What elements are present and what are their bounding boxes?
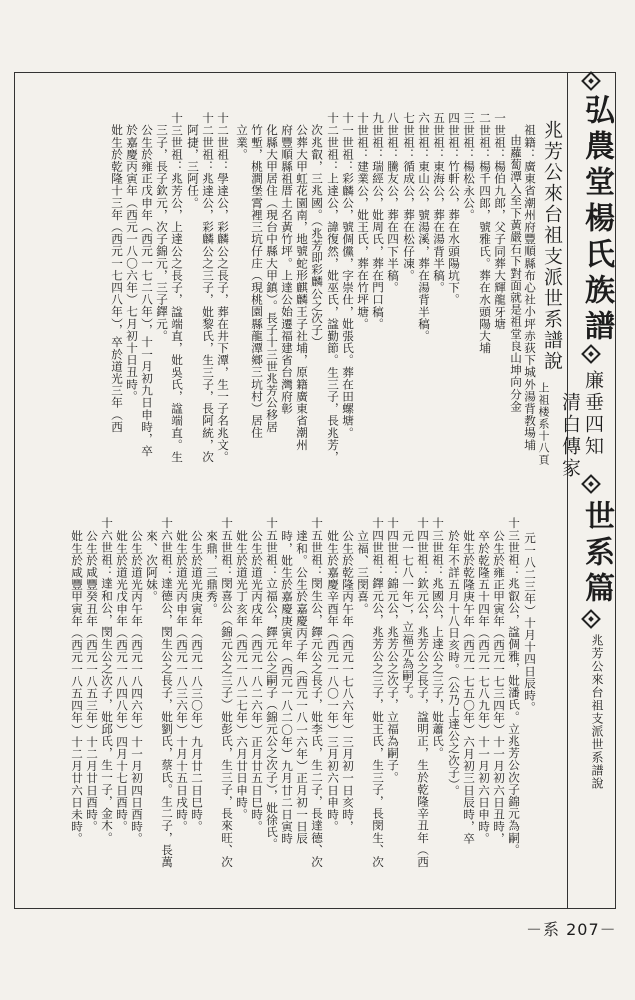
text-column: 公葬大甲虹花園南，地號蛇形麒麟王子社埔，原籍廣東省潮州 bbox=[295, 124, 309, 451]
text-column: 於嘉慶丙寅年（西元一八〇六年）七月初十日丑時。 bbox=[125, 124, 139, 403]
genealogy-page bbox=[14, 12, 622, 990]
text-column: 十六世祖：達和公，閔生公之次子，妣邱氏，生一子，金木。 bbox=[100, 517, 114, 844]
text-column: 元一七八一年），立福元為嗣子。 bbox=[401, 530, 415, 706]
text-column: 十四世祖：錦元公，兆芳公之次子，立福為嗣子。 bbox=[386, 517, 400, 784]
text-column: 元一八二三年）十月十四日辰時。 bbox=[523, 532, 537, 714]
text-column: 八世祖：騰友公，葬在四下半稿。 bbox=[386, 112, 400, 294]
text-column: 三子，長子欽元，次子錦元，三子鐸元。 bbox=[155, 124, 169, 342]
text-column: 妣生於咸豐甲寅年（西元一八五四年）十二月廿六日未時。 bbox=[70, 530, 84, 845]
text-column: 來鼎，三鼎秀。 bbox=[205, 530, 219, 615]
subtitle-left: 清白傳家 bbox=[559, 392, 581, 480]
text-column: 妣生於道光戊申年（西元一八四八年）四月十七日酉時。 bbox=[115, 530, 129, 833]
text-column: 九世祖：瑞經公，妣周氏，葬在門口稿。 bbox=[371, 112, 385, 330]
section-title: 兆芳公來台祖支派世系譜說 bbox=[541, 120, 563, 372]
text-column: 公生於雍正戊申年（西元一七二八年），十一月初九日申時，卒 bbox=[140, 124, 154, 457]
page-number: －系 207－ bbox=[526, 920, 617, 939]
text-column: 達和。公生於嘉慶丙子年（西元一八一六年）正月初一日辰 bbox=[295, 530, 309, 845]
text-column: 十二世祖：兆達公，彩麟公之三子，妣黎氏，生三子，長阿統，次 bbox=[201, 112, 215, 463]
main-title: 弘農堂楊氏族譜 bbox=[579, 94, 614, 346]
text-column: 二世祖：楊千四郎，號雅氏。葬在水頭陽大埔 bbox=[478, 112, 492, 354]
text-column: 七世祖：循成公，葬在松仔凍。 bbox=[402, 112, 416, 282]
text-column: 府豐順縣祖厝土名黃竹坪。上達公始遷福建省台灣府彰 bbox=[280, 124, 294, 415]
text-column: 十三世祖：兆國公，上達公之三子，妣蕭氏。 bbox=[431, 517, 445, 759]
text-column: 時，妣生於嘉慶庚寅年（西元一八二〇年）九月廿二日寅時 bbox=[280, 530, 294, 845]
text-column: 卒於乾隆五十四年（西元一七八九年）十一月初六日申時。 bbox=[477, 530, 491, 845]
text-column: 公生於雍正甲寅年（西元一七三四年）十一月初六日丑時， bbox=[492, 530, 506, 845]
text-column: 竹塹，桃澗堡霄裡三坑仔庄（現桃園縣龍潭鄉三坑村）居住 bbox=[250, 124, 264, 439]
text-column: 十三世祖：兆芳公，上達公之長子，諡端直，妣吳氏，諡端直。生 bbox=[170, 112, 184, 463]
text-column: 妣生於嘉慶辛酉年（西元一八〇一年）三月初六日申時。 bbox=[326, 530, 340, 833]
text-column: 五世祖：東海公，葬在湯背半稿。 bbox=[432, 112, 446, 294]
text-column: 十四世祖：鐸元公，兆芳公之三子，妣王氏，生三子，長閔生、次 bbox=[371, 517, 385, 868]
text-column: 立業。 bbox=[235, 124, 249, 161]
text-column: 祖籍：廣東省潮州府豐順縣布心社小坪赤荻下城外湯背教場埔 bbox=[523, 124, 537, 451]
category-title: 世系篇 bbox=[579, 500, 614, 608]
text-column: 阿捷，三阿任。 bbox=[186, 124, 200, 209]
text-column: 三世祖：楊松永公。 bbox=[462, 112, 476, 221]
text-column: 妣生於乾隆十三年（西元一七四八年），卒於道光三年（西 bbox=[110, 124, 124, 433]
text-column: 公生於道光丙戌年（西元一八二六年）正月廿五日巳時。 bbox=[250, 530, 264, 833]
text-column: 十五世祖：閔生公，鐸元公之長子，妣李氏，生二子，長達德、次 bbox=[310, 517, 324, 868]
text-column: 十世祖：建業公，妣王氏，葬在竹坪塘。 bbox=[356, 112, 370, 330]
text-column: 由蘿蔔潭入至下黃嚴石下對面就是祖堂良山坤向分金 bbox=[509, 134, 523, 413]
text-column: 公生於乾隆丙午年（西元一七八六年）三月初一日亥時， bbox=[341, 530, 355, 833]
text-column: 十五世祖：閔喜公（錦元公之三子）妣彭氏，生三子，長來旺、次 bbox=[220, 517, 234, 868]
text-column: 十二世祖：學達公，彩麟公之長子，葬在井下潭，生一子名兆文。 bbox=[216, 112, 230, 463]
text-column: 妣生於道光丁亥年（西元一八二七年）六月廿日申時。 bbox=[235, 530, 249, 821]
text-column: 四世祖：竹軒公，葬在水頭陽坑下。 bbox=[447, 112, 461, 306]
text-column: 公生於咸豐癸丑年（西元一八五三年）十二月廿日酉時。 bbox=[85, 530, 99, 833]
text-column: 十二世祖：上達公，諱復然，妣巫氏，諡勤節。生三子，長兆芳， bbox=[326, 112, 340, 463]
text-column: 十三世祖：兆叡公，諡倜雅，妣潘氏。立兆芳公次子錦元為嗣。 bbox=[507, 517, 521, 856]
text-column: 十六世祖：達德公，閔生公之長子，妣劉氏，蔡氏。生二子，長萬 bbox=[160, 517, 174, 868]
text-column: 十一世祖：彩麟公，號倜儻，字崇仕，妣張氏。葬在田螺塘。 bbox=[341, 112, 355, 439]
text-column: 公生於道光庚寅年（西元一八三〇年）九月廿二日巳時。 bbox=[190, 530, 204, 833]
subtitle-right: 廉垂四知 bbox=[582, 370, 604, 458]
text-column: 立福、三閔喜。 bbox=[356, 530, 370, 615]
text-column: 於年不詳五月十八日亥時。（公乃上達公之次子）。 bbox=[447, 530, 461, 797]
text-column: 六世祖：東山公，號湯溪，葬在湯背半稿。 bbox=[417, 112, 431, 342]
text-column: 十四世祖：欽元公，兆芳公之長子，諡明正，生於乾隆辛丑年（西 bbox=[416, 517, 430, 868]
text-column: 次兆叡，三兆國。（兆芳即彩麟公之次子） bbox=[310, 124, 324, 349]
text-column: 十五世祖：立福公，鐸元公之嗣子（錦元公之次子），妣徐氏。 bbox=[265, 517, 279, 850]
text-column: 妣生於乾隆庚午年（西元一七五〇年）六月初三日辰時，卒 bbox=[462, 530, 476, 845]
text-column: 化縣大甲居住（現台中縣大甲鎮）。長子十三世兆芳公移居 bbox=[265, 124, 279, 433]
text-column: 來、次阿妹。 bbox=[145, 530, 159, 603]
text-column: 一世祖：楊伯九郎，父子同葬大輝龍牙塘 bbox=[493, 112, 507, 330]
sheet-note: 上祖楼系十八頁 bbox=[537, 382, 550, 466]
text-column: 公生於道光丙午年（西元一八四六年）十一月初四日酉時。 bbox=[130, 530, 144, 845]
text-column: 妣生於道光丙申年（西元一八三六年）十月十五日戌時。 bbox=[175, 530, 189, 833]
side-section-title: 兆芳公來台祖支派世系譜說 bbox=[590, 634, 604, 790]
